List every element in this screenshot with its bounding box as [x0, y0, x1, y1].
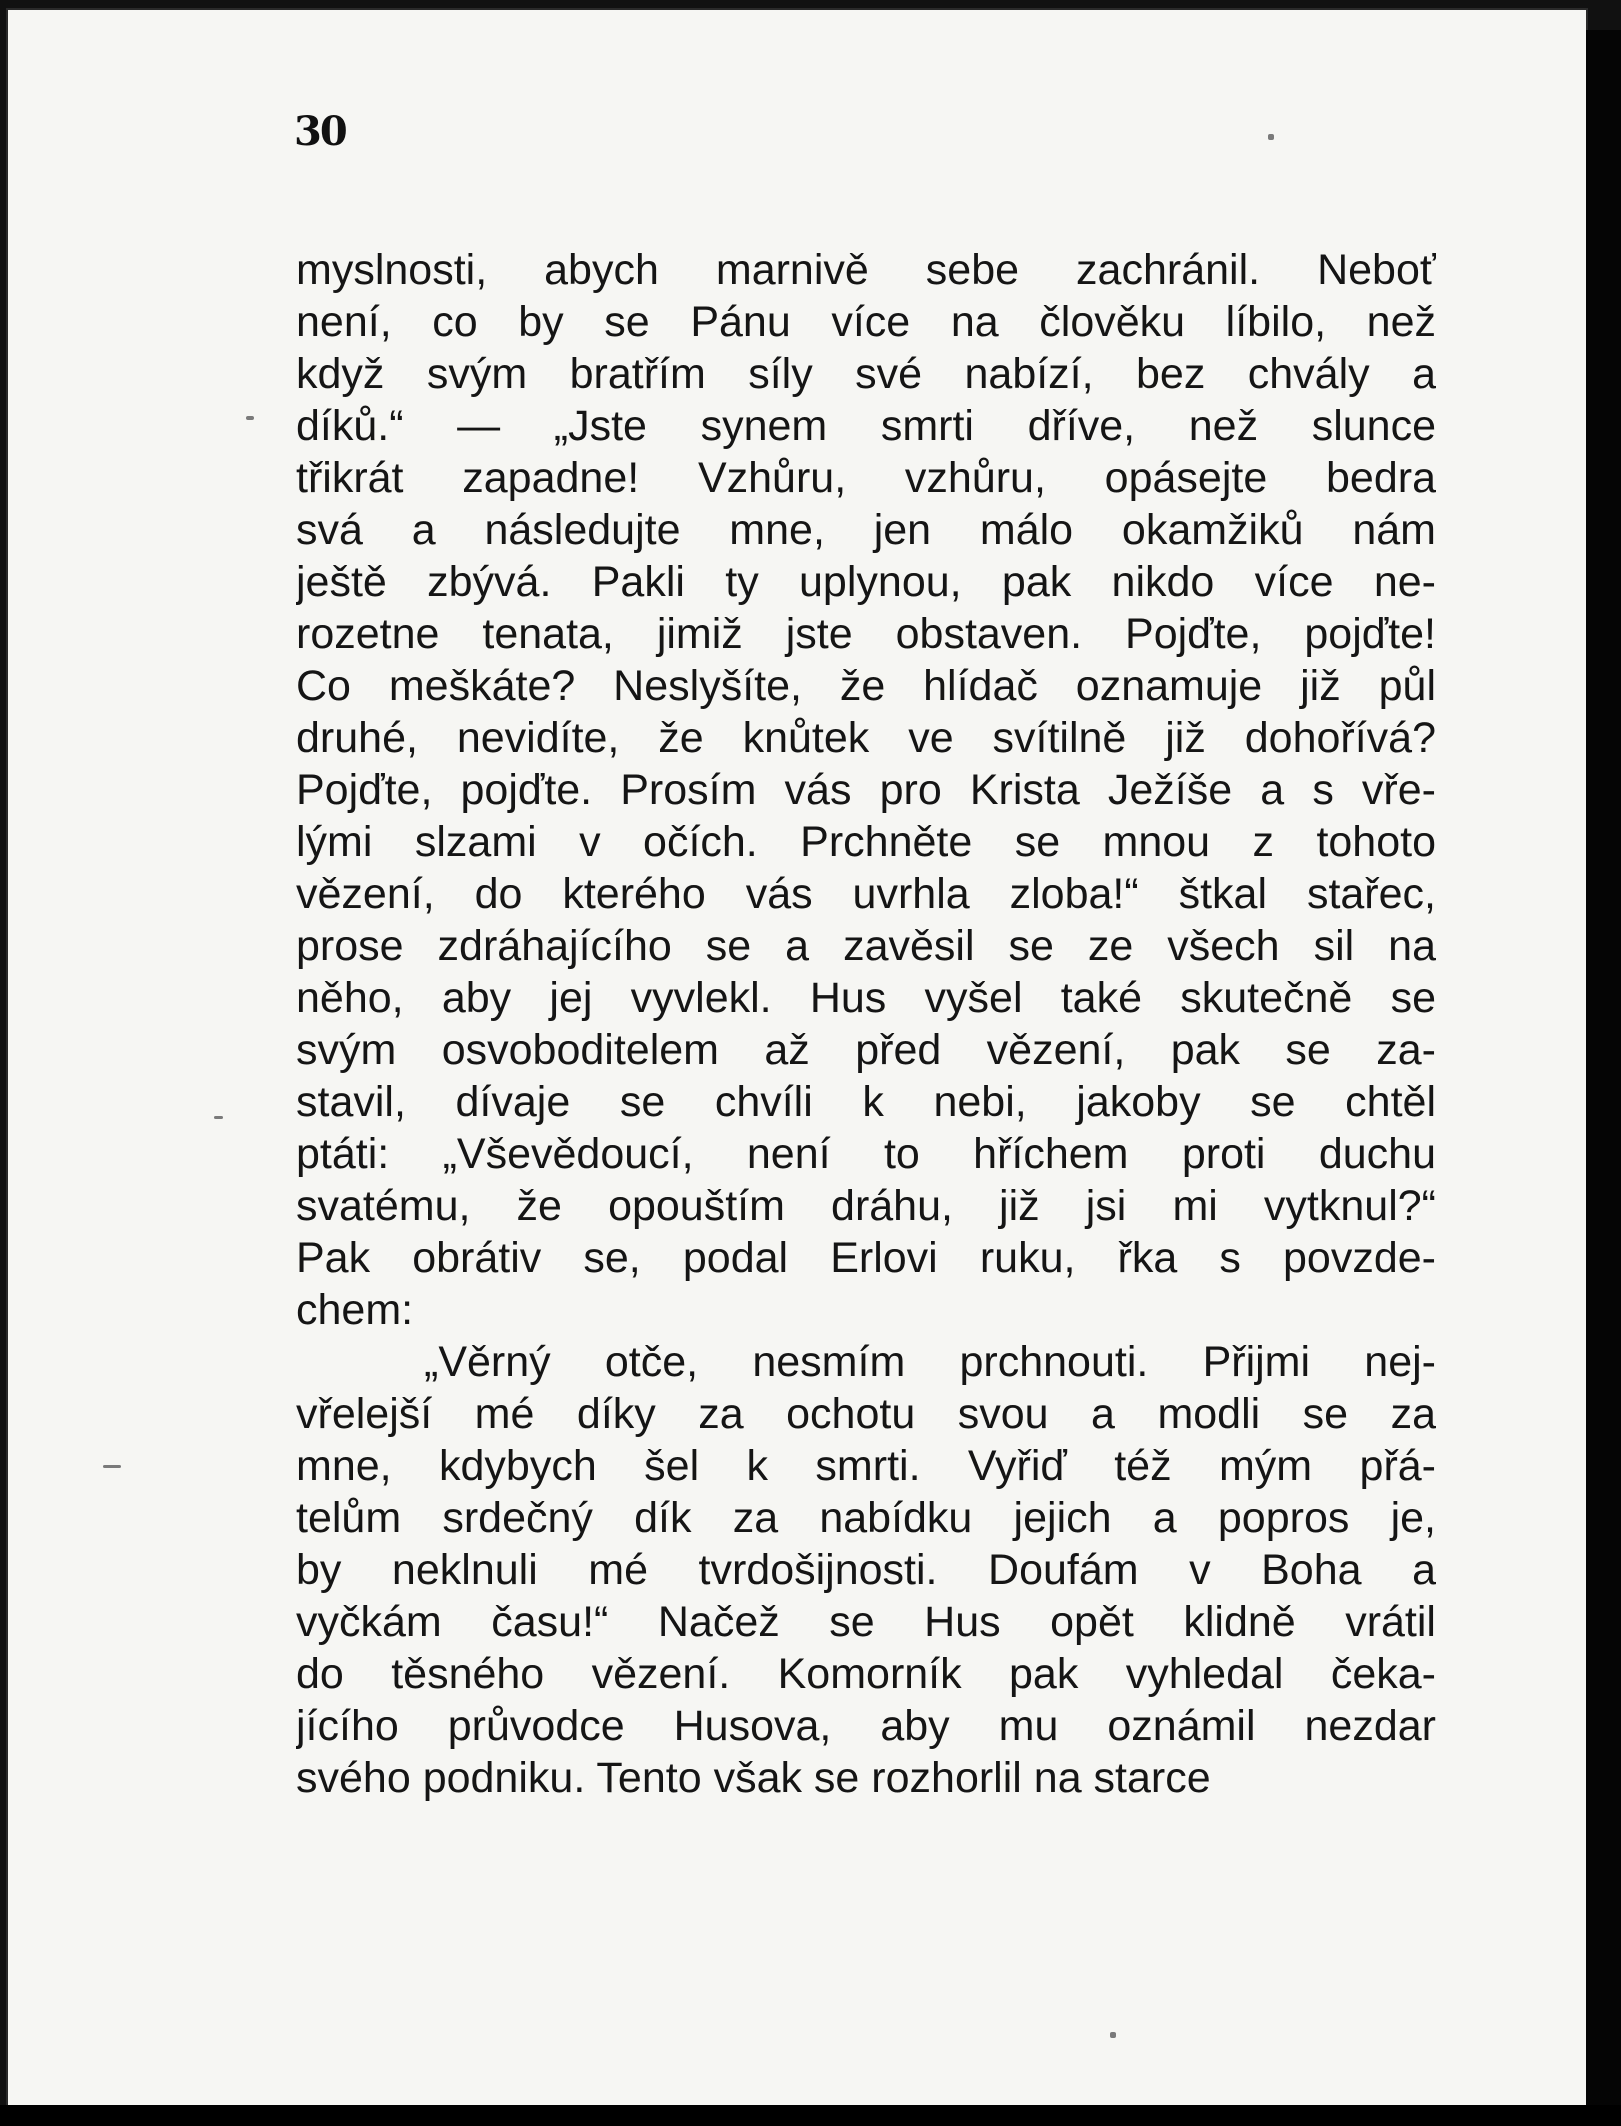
body-text — [296, 244, 1436, 1804]
page-number: 30 — [294, 108, 346, 155]
scan-speck — [103, 1465, 121, 1468]
text-line: třikrát zapadne! Vzhůru, vzhůru, opásejte bedra — [296, 454, 1436, 502]
text-line: vřelejší mé díky za ochotu svou a modli se za — [296, 1390, 1436, 1438]
text-line: svým osvoboditelem až před vězení, pak se za- — [296, 1026, 1436, 1074]
text-line: telům srdečný dík za nabídku jejich a popros je, — [296, 1494, 1436, 1542]
text-line: když svým bratřím síly své nabízí, bez chvály a — [296, 350, 1436, 398]
text-line: Co meškáte? Neslyšíte, že hlídač oznamuje již půl — [296, 662, 1436, 710]
text-line: svá a následujte mne, jen málo okamžiků nám — [296, 506, 1436, 554]
text-line: stavil, dívaje se chvíli k nebi, jakoby se chtěl — [296, 1078, 1436, 1126]
scan-speck — [1268, 134, 1274, 140]
text-line: ještě zbývá. Pakli ty uplynou, pak nikdo více ne- — [296, 558, 1436, 606]
text-line: svatému, že opouštím dráhu, již jsi mi vytknul?“ — [296, 1182, 1436, 1230]
scan-speck — [246, 416, 254, 420]
scan-speck — [214, 1116, 223, 1119]
text-line: lými slzami v očích. Prchněte se mnou z tohoto — [296, 818, 1436, 866]
text-line: svého podniku. Tento však se rozhorlil na starce — [296, 1754, 1211, 1802]
text-line: do těsného vězení. Komorník pak vyhledal čeka- — [296, 1650, 1436, 1698]
text-line: mne, kdybych šel k smrti. Vyřiď též mým přá- — [296, 1442, 1436, 1490]
scan-border-bottom — [0, 2105, 1621, 2126]
scan-border-right — [1586, 30, 1621, 2126]
text-line: by neklnuli mé tvrdošijnosti. Doufám v Boha a — [296, 1546, 1436, 1594]
text-line: vyčkám času!“ Načež se Hus opět klidně vrátil — [296, 1598, 1436, 1646]
text-line: díků.“ — „Jste synem smrti dříve, než slunce — [296, 402, 1436, 450]
text-line: chem: — [296, 1286, 414, 1334]
paragraph — [296, 1336, 1436, 1804]
text-line: jícího průvodce Husova, aby mu oznámil nezdar — [296, 1702, 1436, 1750]
scan-speck — [1110, 2032, 1116, 2038]
text-line: vězení, do kterého vás uvrhla zloba!“ štkal stařec, — [296, 870, 1436, 918]
text-line: Pak obrátiv se, podal Erlovi ruku, řka s povzde- — [296, 1234, 1436, 1282]
text-line: rozetne tenata, jimiž jste obstaven. Pojďte, pojďte! — [296, 610, 1436, 658]
paragraph — [296, 244, 1436, 1336]
text-line: Pojďte, pojďte. Prosím vás pro Krista Ježíše a s vře- — [296, 766, 1436, 814]
text-line: „Věrný otče, nesmím prchnouti. Přijmi nej- — [424, 1338, 1436, 1386]
text-line: prose zdráhajícího se a zavěsil se ze všech sil na — [296, 922, 1436, 970]
text-line: není, co by se Pánu více na člověku líbilo, než — [296, 298, 1436, 346]
text-line: ptáti: „Vševědoucí, není to hříchem proti duchu — [296, 1130, 1436, 1178]
text-line: myslnosti, abych marnivě sebe zachránil. Neboť — [296, 246, 1436, 294]
text-line: něho, aby jej vyvlekl. Hus vyšel také skutečně se — [296, 974, 1436, 1022]
text-line: druhé, nevidíte, že knůtek ve svítilně již dohořívá? — [296, 714, 1436, 762]
